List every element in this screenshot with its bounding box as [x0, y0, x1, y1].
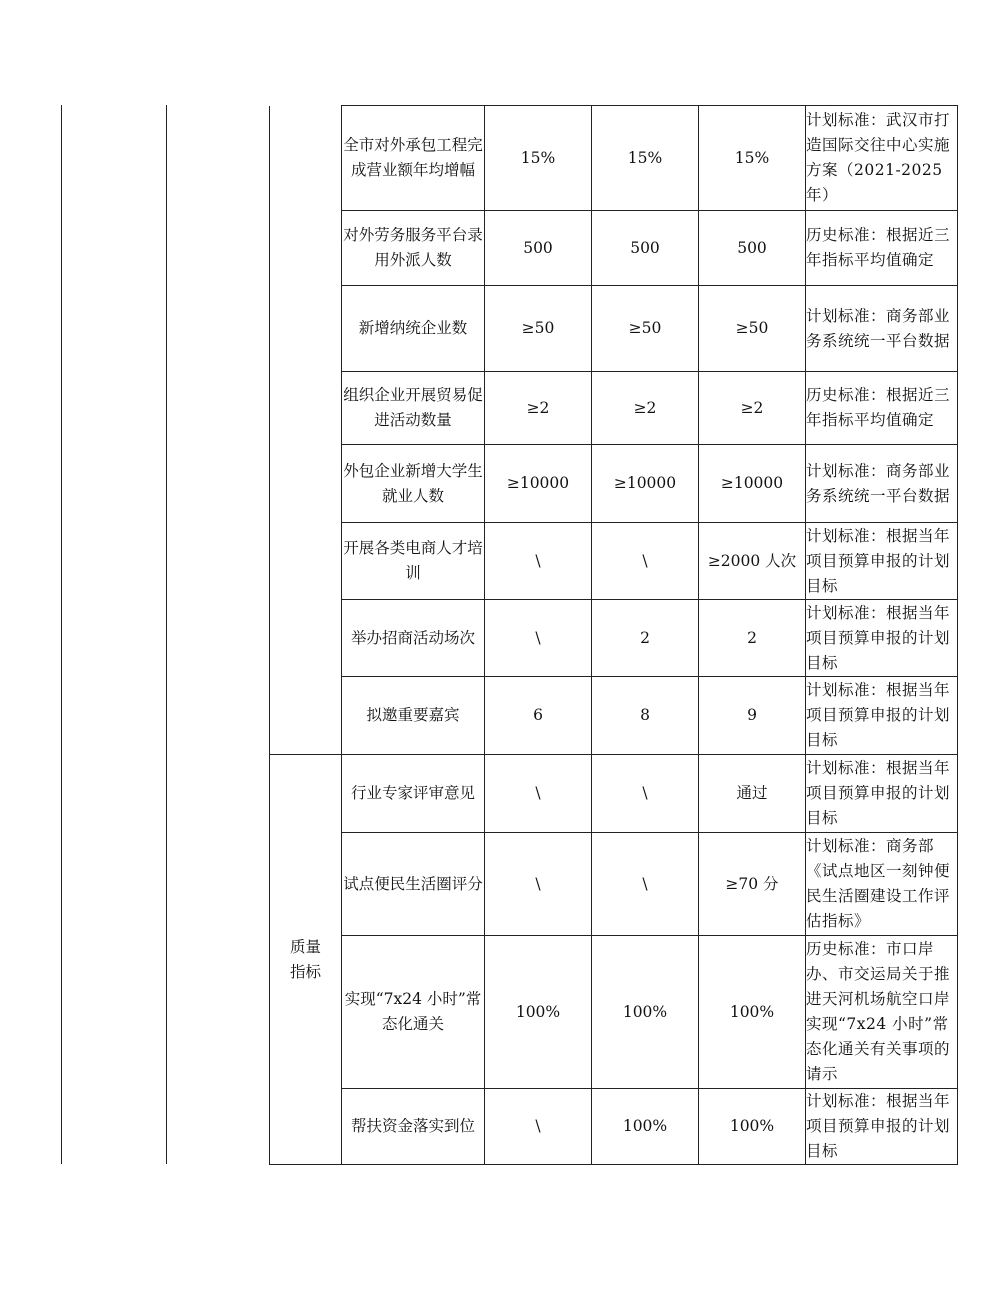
performance-indicator-table [269, 105, 958, 1165]
standard-cell: 历史标准：根据近三年指标平均值确定 [806, 211, 958, 286]
standard-cell: 计划标准：根据当年项目预算申报的计划目标 [806, 755, 958, 833]
value-cell: \ [592, 833, 699, 936]
indicator-name: 对外劳务服务平台录用外派人数 [342, 211, 485, 286]
value-cell: 2 [699, 600, 806, 677]
value-cell: ≥10000 [592, 445, 699, 523]
table-row [270, 286, 958, 372]
table-row [270, 677, 958, 755]
value-cell: 100% [699, 936, 806, 1089]
value-cell: 8 [592, 677, 699, 755]
value-cell: ≥2 [699, 372, 806, 445]
value-cell: 100% [592, 1089, 699, 1165]
table-row [270, 372, 958, 445]
value-cell: 15% [485, 106, 592, 211]
quantity-category-cell [270, 106, 342, 755]
value-cell: ≥50 [485, 286, 592, 372]
value-cell: 500 [699, 211, 806, 286]
table-row [270, 106, 958, 211]
indicator-name: 行业专家评审意见 [342, 755, 485, 833]
standard-cell: 计划标准：商务部业务系统统一平台数据 [806, 445, 958, 523]
table-row [270, 523, 958, 600]
value-cell: \ [485, 755, 592, 833]
value-cell: ≥2 [592, 372, 699, 445]
standard-cell: 历史标准：市口岸办、市交运局关于推进天河机场航空口岸实现“7x24 小时”常态化通关有关事项的请示 [806, 936, 958, 1089]
indicator-name: 开展各类电商人才培训 [342, 523, 485, 600]
value-cell: 100% [592, 936, 699, 1089]
standard-cell: 计划标准：根据当年项目预算申报的计划目标 [806, 677, 958, 755]
value-cell: \ [485, 523, 592, 600]
value-cell: \ [485, 833, 592, 936]
standard-cell: 计划标准：根据当年项目预算申报的计划目标 [806, 1089, 958, 1165]
table-row [270, 755, 958, 833]
value-cell: ≥50 [699, 286, 806, 372]
value-cell: 15% [592, 106, 699, 211]
standard-cell: 计划标准：商务部《试点地区一刻钟便民生活圈建设工作评估指标》 [806, 833, 958, 936]
indicator-name: 试点便民生活圈评分 [342, 833, 485, 936]
table-row [270, 936, 958, 1089]
standard-cell: 计划标准：商务部业务系统统一平台数据 [806, 286, 958, 372]
value-cell: \ [592, 523, 699, 600]
standard-cell: 计划标准：武汉市打造国际交往中心实施方案（2021-2025年） [806, 106, 958, 211]
value-cell: ≥70 分 [699, 833, 806, 936]
table-row [270, 1089, 958, 1165]
indicator-name: 举办招商活动场次 [342, 600, 485, 677]
value-cell: 100% [699, 1089, 806, 1165]
quality-category-cell [270, 755, 342, 1165]
quality-category-label: 质量指标 [289, 937, 321, 981]
indicator-name: 全市对外承包工程完成营业额年均增幅 [342, 106, 485, 211]
table-row [270, 445, 958, 523]
standard-cell: 计划标准：根据当年项目预算申报的计划目标 [806, 523, 958, 600]
value-cell: ≥2 [485, 372, 592, 445]
value-cell: ≥2000 人次 [699, 523, 806, 600]
value-cell: 500 [485, 211, 592, 286]
value-cell: 9 [699, 677, 806, 755]
value-cell: 15% [699, 106, 806, 211]
value-cell: \ [485, 600, 592, 677]
indicator-name: 帮扶资金落实到位 [342, 1089, 485, 1165]
value-cell: ≥10000 [485, 445, 592, 523]
value-cell: \ [485, 1089, 592, 1165]
outer-left-line [61, 105, 62, 1164]
table-row [270, 833, 958, 936]
indicator-name: 实现“7x24 小时”常态化通关 [342, 936, 485, 1089]
indicator-name: 组织企业开展贸易促进活动数量 [342, 372, 485, 445]
value-cell: 500 [592, 211, 699, 286]
standard-cell: 历史标准：根据近三年指标平均值确定 [806, 372, 958, 445]
table-row [270, 600, 958, 677]
outer-second-line [166, 105, 167, 1164]
value-cell: 通过 [699, 755, 806, 833]
value-cell: ≥50 [592, 286, 699, 372]
indicator-name: 拟邀重要嘉宾 [342, 677, 485, 755]
standard-cell: 计划标准：根据当年项目预算申报的计划目标 [806, 600, 958, 677]
indicator-name: 外包企业新增大学生就业人数 [342, 445, 485, 523]
value-cell: 100% [485, 936, 592, 1089]
value-cell: ≥10000 [699, 445, 806, 523]
indicator-name: 新增纳统企业数 [342, 286, 485, 372]
value-cell: \ [592, 755, 699, 833]
table-row [270, 211, 958, 286]
value-cell: 2 [592, 600, 699, 677]
value-cell: 6 [485, 677, 592, 755]
